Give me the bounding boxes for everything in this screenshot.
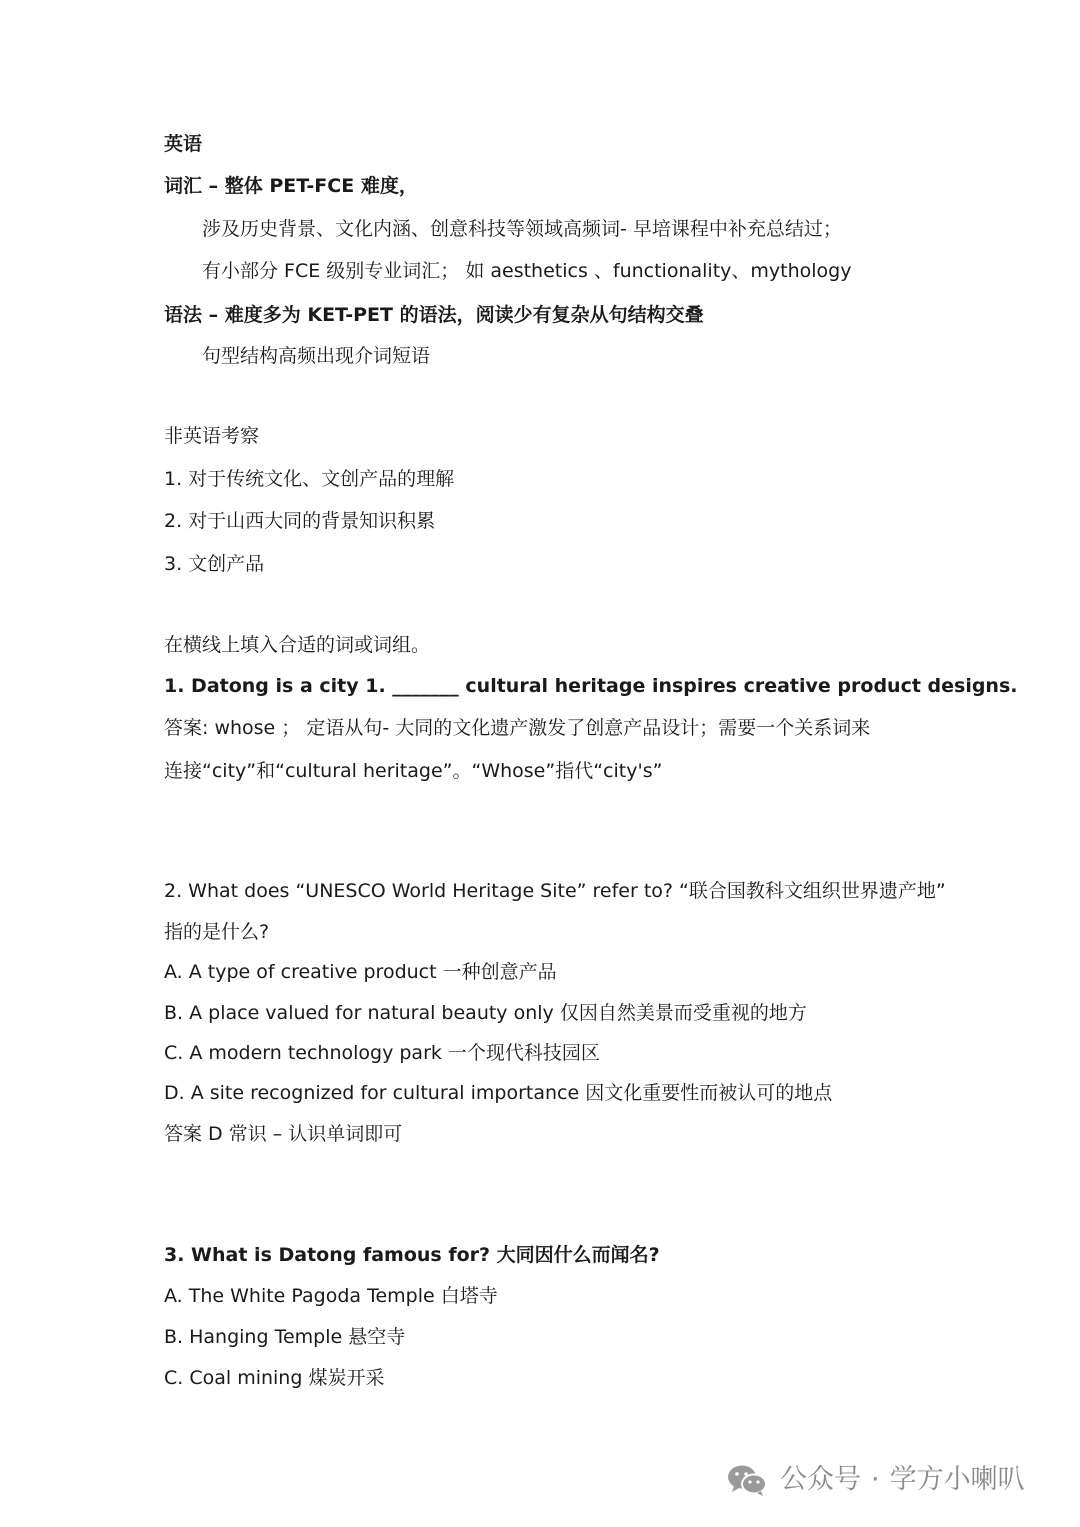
fill-in-instruction: 在横线上填入合适的词或词组。 xyxy=(164,634,431,656)
question-3-option-b: B. Hanging Temple 悬空寺 xyxy=(164,1326,406,1348)
question-2-text: 2. What does “UNESCO World Heritage Site” refer to? “联合国教科文组织世界遗产地” xyxy=(164,880,946,902)
grammar-title: 语法 – 难度多为 KET-PET 的语法，阅读少有复杂从句结构交叠 xyxy=(164,304,704,326)
question-3-option-c: C. Coal mining 煤炭开采 xyxy=(164,1367,385,1389)
answer-1-line-2: 连接“city”和“cultural heritage”。“Whose”指代“city's” xyxy=(164,760,663,782)
answer-1-line-1: 答案: whose ； 定语从句- 大同的文化遗产激发了创意产品设计；需要一个关系词来 xyxy=(164,717,871,739)
non-english-item-3: 3. 文创产品 xyxy=(164,553,265,575)
question-2-answer: 答案 D 常识 – 认识单词即可 xyxy=(164,1123,403,1145)
question-3: 3. What is Datong famous for? 大同因什么而闻名? xyxy=(164,1244,660,1266)
watermark xyxy=(726,1460,1025,1500)
question-2-option-c: C. A modern technology park 一个现代科技园区 xyxy=(164,1042,600,1064)
non-english-title: 非英语考察 xyxy=(164,425,260,447)
watermark-separator: · xyxy=(871,1464,880,1495)
question-3-option-a: A. The White Pagoda Temple 白塔寺 xyxy=(164,1285,498,1307)
question-2-option-a: A. A type of creative product 一种创意产品 xyxy=(164,961,557,983)
vocab-title: 词汇 – 整体 PET-FCE 难度， xyxy=(164,175,418,197)
heading-english: 英语 xyxy=(164,133,203,155)
question-2-option-b: B. A place valued for natural beauty only 仅因自然美景而受重视的地方 xyxy=(164,1002,807,1024)
non-english-item-2: 2. 对于山西大同的背景知识积累 xyxy=(164,510,436,532)
vocab-line-2: 有小部分 FCE 级别专业词汇； 如 aesthetics 、functionality、mythology xyxy=(202,260,852,282)
non-english-item-1: 1. 对于传统文化、文创产品的理解 xyxy=(164,468,455,490)
question-2-line-2: 指的是什么? xyxy=(164,921,270,943)
question-2-option-d: D. A site recognized for cultural importance 因文化重要性而被认可的地点 xyxy=(164,1082,833,1104)
vocab-line-1: 涉及历史背景、文化内涵、创意科技等领域高频词- 早培课程中补充总结过； xyxy=(202,218,842,240)
watermark-name: 学方小喇叭 xyxy=(889,1464,1025,1495)
question-1: 1. Datong is a city 1. _______ cultural heritage inspires creative product designs. xyxy=(164,675,1018,697)
question-2-line-1 xyxy=(164,878,946,904)
watermark-label: 公众号 xyxy=(780,1464,861,1495)
wechat-icon xyxy=(726,1463,768,1497)
grammar-line-1: 句型结构高频出现介词短语 xyxy=(202,345,431,367)
